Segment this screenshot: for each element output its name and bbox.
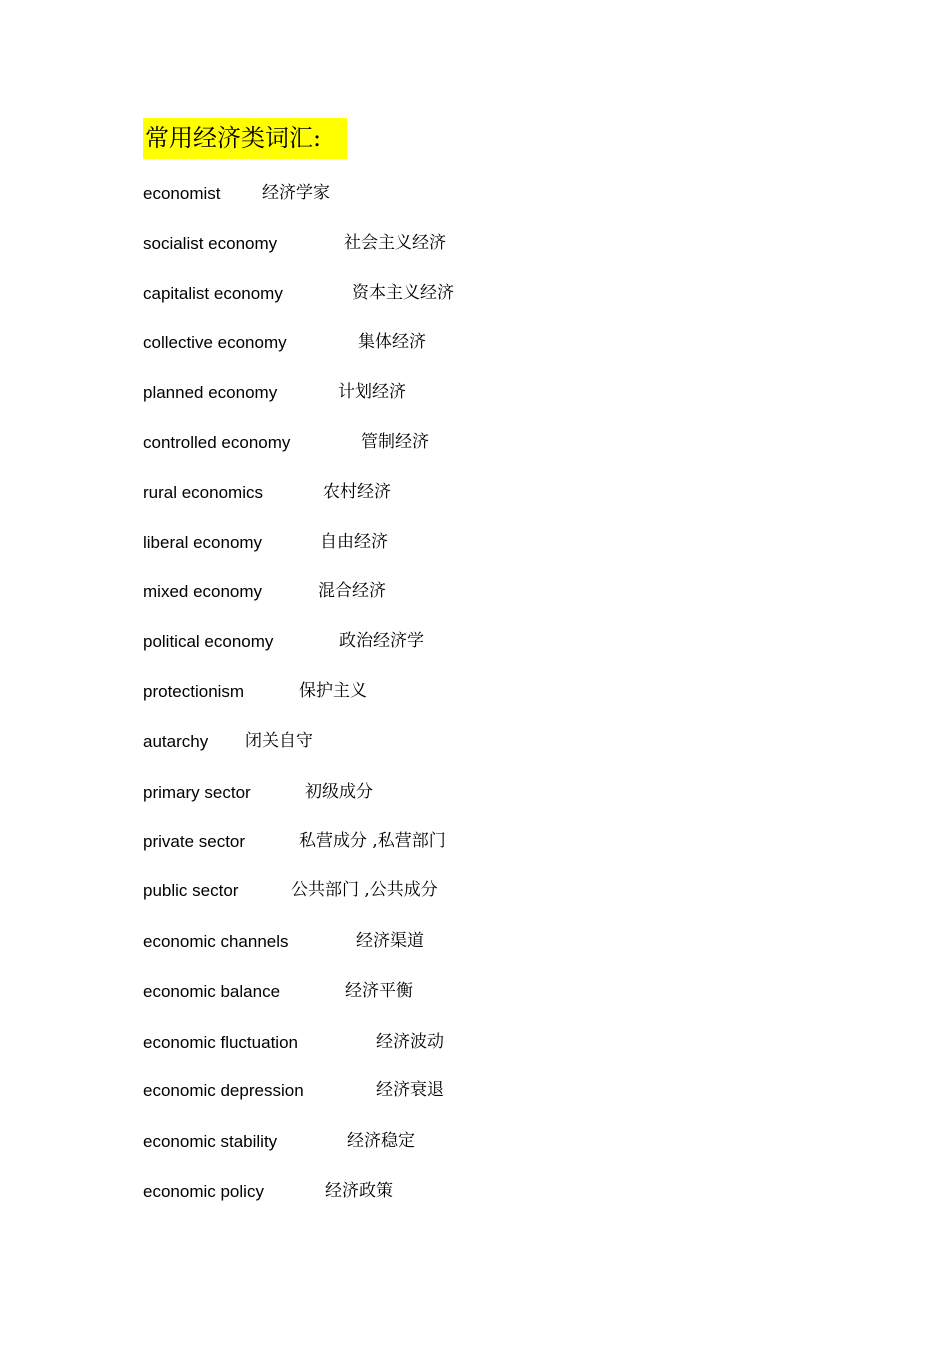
vocab-entry bbox=[143, 730, 843, 754]
vocab-entry bbox=[143, 879, 843, 903]
chinese-term: 经济学家 bbox=[262, 183, 330, 203]
vocab-entry bbox=[143, 431, 843, 455]
chinese-term: 集体经济 bbox=[358, 332, 426, 352]
english-term: socialist economy bbox=[143, 234, 278, 253]
english-term: economic depression bbox=[143, 1081, 304, 1100]
chinese-term: 经济平衡 bbox=[345, 981, 413, 1001]
chinese-term: 经济稳定 bbox=[347, 1131, 415, 1151]
english-term: primary sector bbox=[143, 783, 251, 802]
english-term: economic fluctuation bbox=[143, 1033, 298, 1052]
vocab-entry bbox=[143, 531, 843, 555]
vocab-entry bbox=[143, 182, 843, 206]
vocab-entry bbox=[143, 680, 843, 704]
chinese-term: 自由经济 bbox=[320, 532, 388, 552]
vocab-entry bbox=[143, 232, 843, 256]
chinese-term: 资本主义经济 bbox=[352, 283, 454, 303]
english-term: private sector bbox=[143, 832, 246, 851]
chinese-term: 政治经济学 bbox=[339, 631, 424, 651]
vocab-entry bbox=[143, 930, 843, 954]
english-term: economic channels bbox=[143, 932, 289, 951]
vocab-entry bbox=[143, 980, 843, 1004]
english-term: economic stability bbox=[143, 1132, 278, 1151]
english-term: autarchy bbox=[143, 732, 209, 751]
chinese-term: 管制经济 bbox=[361, 432, 429, 452]
chinese-term: 初级成分 bbox=[305, 782, 373, 802]
chinese-term: 经济政策 bbox=[325, 1181, 393, 1201]
chinese-term: 经济衰退 bbox=[376, 1080, 444, 1100]
vocab-entry bbox=[143, 580, 843, 604]
chinese-term: 社会主义经济 bbox=[344, 233, 446, 253]
vocab-entry bbox=[143, 481, 843, 505]
english-term: rural economics bbox=[143, 483, 263, 502]
english-term: public sector bbox=[143, 881, 239, 900]
english-term: economic policy bbox=[143, 1182, 264, 1201]
chinese-term: 农村经济 bbox=[323, 482, 391, 502]
vocab-entry bbox=[143, 830, 843, 854]
english-term: capitalist economy bbox=[143, 284, 283, 303]
english-term: collective economy bbox=[143, 333, 287, 352]
page-title: 常用经济类词汇: bbox=[143, 118, 347, 159]
english-term: protectionism bbox=[143, 682, 245, 701]
chinese-term: 经济渠道 bbox=[356, 931, 424, 951]
english-term: liberal economy bbox=[143, 533, 263, 552]
vocab-entry bbox=[143, 1130, 843, 1154]
english-term: political economy bbox=[143, 632, 274, 651]
chinese-term: 计划经济 bbox=[338, 382, 406, 402]
english-term: economic balance bbox=[143, 982, 281, 1001]
chinese-term: 闭关自守 bbox=[245, 731, 313, 751]
vocab-entry bbox=[143, 381, 843, 405]
english-term: controlled economy bbox=[143, 433, 291, 452]
vocab-entry bbox=[143, 1180, 843, 1204]
vocab-entry bbox=[143, 331, 843, 355]
chinese-term: 私营成分 ,私营部门 bbox=[299, 831, 446, 851]
chinese-term: 经济波动 bbox=[376, 1032, 444, 1052]
vocab-entry bbox=[143, 282, 843, 306]
chinese-term: 保护主义 bbox=[299, 681, 367, 701]
chinese-term: 公共部门 ,公共成分 bbox=[291, 880, 438, 900]
english-term: economist bbox=[143, 184, 221, 203]
chinese-term: 混合经济 bbox=[318, 581, 386, 601]
vocab-entry bbox=[143, 781, 843, 805]
vocab-entry bbox=[143, 1079, 843, 1103]
vocab-entry bbox=[143, 630, 843, 654]
vocab-entry bbox=[143, 1031, 843, 1055]
english-term: planned economy bbox=[143, 383, 278, 402]
english-term: mixed economy bbox=[143, 582, 263, 601]
